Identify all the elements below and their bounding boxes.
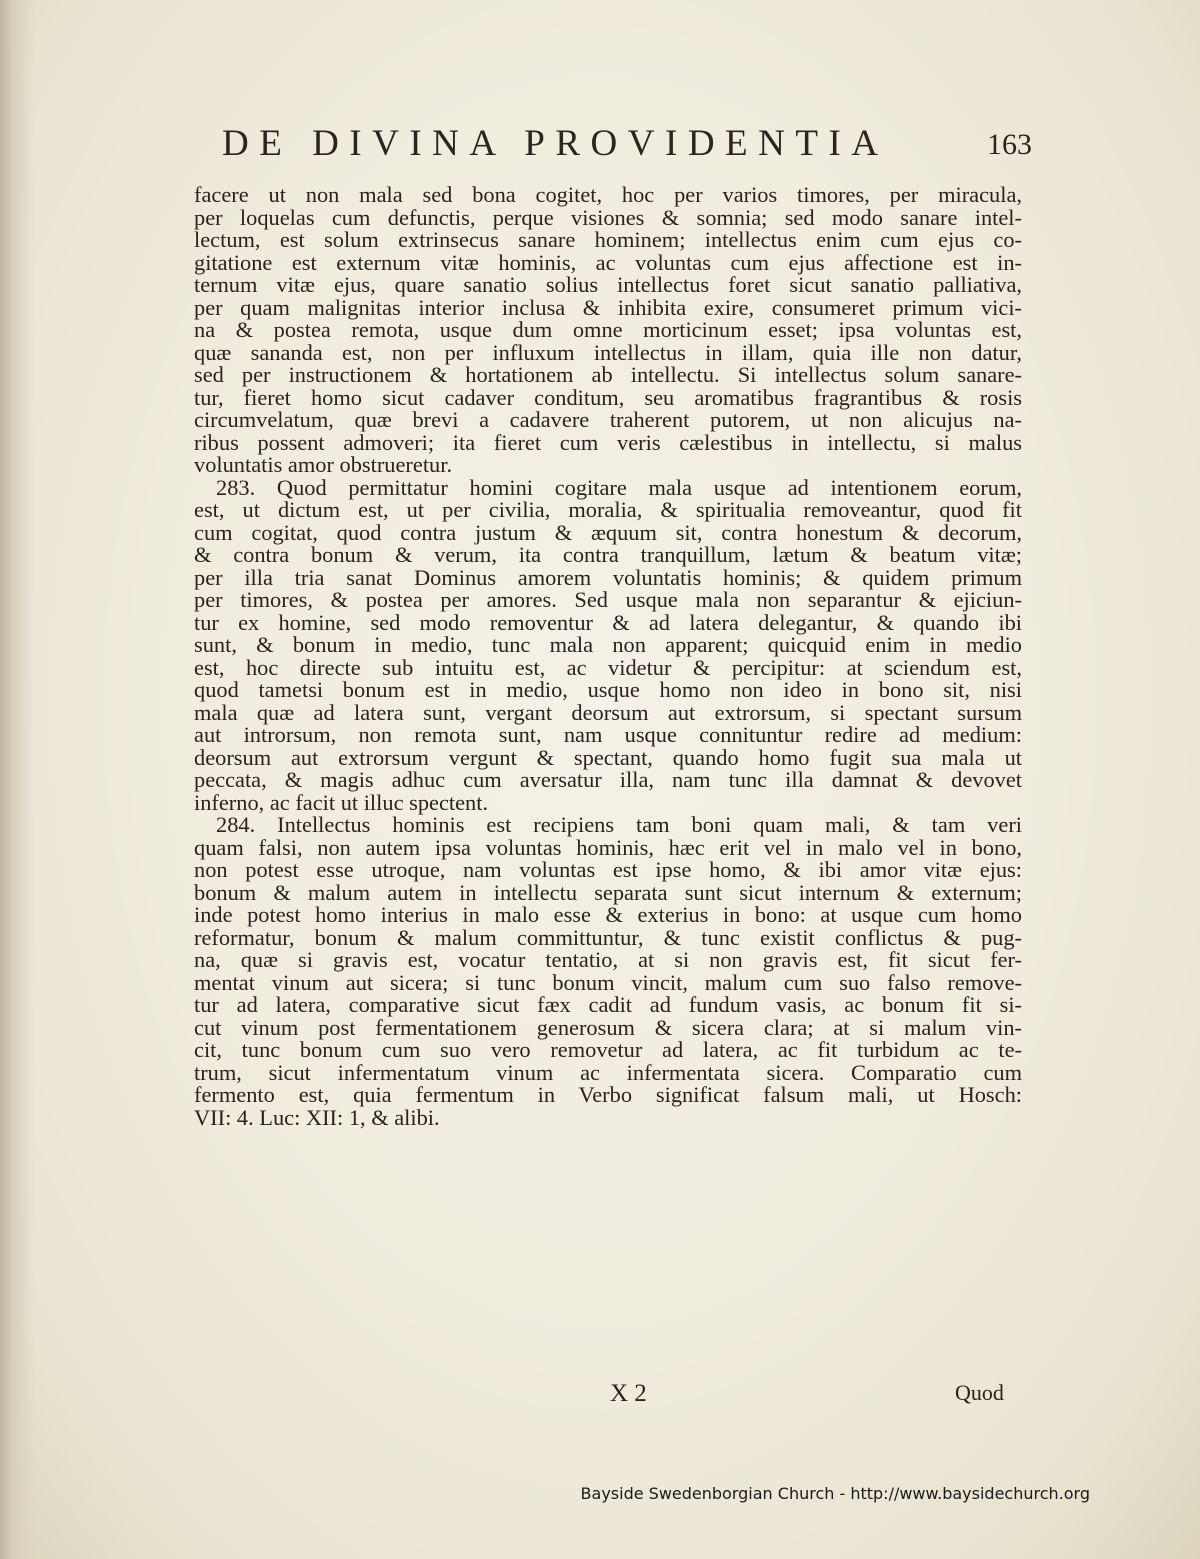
text-line: voluntatis amor obstrueretur. [194,452,453,477]
text-line: VII: 4. Luc: XII: 1, & alibi. [194,1104,440,1130]
text-line: est, hoc directe sub intuitu est, ac videtur & percipitur: at sciendum est, [194,654,1022,680]
text-line: trum, sicut infermentatum vinum ac infermentata sicera. Comparatio cum [194,1059,1022,1085]
signature-mark: X 2 [610,1380,647,1407]
text-line: non potest esse utroque, nam voluntas est ipse homo, & ibi amor vitæ ejus: [194,857,1022,882]
text-line: tur ad latera, comparative sicut fæx cadit ad fundum vasis, ac bonum fit si- [194,992,1022,1017]
page-gutter-shadow [0,0,34,1559]
text-line: ribus possent admoveri; ita fieret cum veris cælestibus in intellectu, si malus [194,429,1022,455]
text-line: sunt, & bonum in medio, tunc mala non apparent; quicquid enim in medio [194,632,1022,657]
text-line: ternum vitæ ejus, quare sanatio solius intellectus foret sicut sanatio palliativa, [194,272,1022,297]
text-line: per timores, & postea per amores. Sed usque mala non separantur & ejiciun- [194,587,1022,612]
text-line: inferno, ac facit ut illuc spectent. [194,789,489,815]
text-line: circumvelatum, quæ brevi a cadavere traherent putorem, ut non alicujus na- [194,407,1022,432]
text-line: quod tametsi bonum est in medio, usque homo non ideo in bono sit, nisi [194,677,1022,702]
page-number: 163 [987,128,1032,161]
text-line: quæ sananda est, non per influxum intellectus in illam, quia ille non datur, [194,339,1022,365]
text-line: cut vinum post fermentationem generosum & sicera clara; at si malum vin- [194,1014,1022,1040]
text-line: inde potest homo interius in malo esse & exterius in bono: at usque cum homo [194,902,1022,927]
paragraph-284-start: 284. Intellectus hominis est recipiens tam boni quam mali, & tam veri [216,812,1022,837]
text-line: sed per instructionem & hortationem ab intellectu. Si intellectus solum sanare- [194,362,1022,387]
running-title: DE DIVINA PROVIDENTIA [222,123,889,164]
text-line: mala quæ ad latera sunt, vergant deorsum aut extrorsum, si spectant sursum [194,699,1022,725]
text-line: lectum, est solum extrinsecus sanare hominem; intellectus enim cum ejus co- [194,227,1022,252]
text-line: gitatione est externum vitæ hominis, ac voluntas cum ejus affectione est in- [194,249,1022,275]
paragraph-283-start: 283. Quod permittatur homini cogitare mala usque ad intentionem eorum, [216,474,1022,500]
text-line: est, ut dictum est, ut per civilia, moralia, & spiritualia removeantur, quod fit [194,497,1022,522]
text-line: cit, tunc bonum cum suo vero removetur ad latera, ac fit turbidum ac te- [194,1037,1022,1062]
catchword: Quod [955,1380,1004,1405]
body-text [194,184,1022,1129]
text-line: na, quæ si gravis est, vocatur tentatio, at si non gravis est, fit sicut fer- [194,947,1022,972]
text-line: na & postea remota, usque dum omne morticinum esset; ipsa voluntas est, [194,317,1022,342]
text-line: per illa tria sanat Dominus amorem voluntatis hominis; & quidem primum [194,564,1022,590]
text-line: fermento est, quia fermentum in Verbo significat falsum mali, ut Hosch: [194,1082,1022,1107]
source-credit: Bayside Swedenborgian Church - http://www.baysidechurch.org [580,1484,1090,1503]
text-line: aut introrsum, non remota sunt, nam usque connituntur redire ad medium: [194,722,1022,747]
running-head [222,122,1032,172]
text-line: cum cogitat, quod contra justum & æquum sit, contra honestum & decorum, [194,519,1022,545]
text-line: bonum & malum autem in intellectu separata sunt sicut internum & externum; [194,879,1022,905]
text-line: quam falsi, non autem ipsa voluntas hominis, hæc erit vel in malo vel in bono, [194,834,1022,860]
text-line: facere ut non mala sed bona cogitet, hoc per varios timores, per miracula, [194,182,1022,207]
text-line: peccata, & magis adhuc cum aversatur illa, nam tunc illa damnat & devovet [194,767,1022,792]
text-line: tur ex homine, sed modo removentur & ad latera delegantur, & quando ibi [194,609,1022,635]
text-line: deorsum aut extrorsum vergunt & spectant, quando homo fugit sua mala ut [194,744,1022,770]
text-line: reformatur, bonum & malum committuntur, & tunc existit conflictus & pug- [194,924,1022,950]
text-line: tur, fieret homo sicut cadaver conditum, seu aromatibus fragrantibus & rosis [194,384,1022,410]
text-line: per loquelas cum defunctis, perque visiones & somnia; sed modo sanare intel- [194,204,1022,230]
text-line: per quam malignitas interior inclusa & inhibita exire, consumeret primum vici- [194,294,1022,320]
text-line: mentat vinum aut sicera; si tunc bonum vincit, malum cum suo falso remove- [194,969,1022,995]
text-line: & contra bonum & verum, ita contra tranquillum, lætum & beatum vitæ; [194,542,1022,567]
